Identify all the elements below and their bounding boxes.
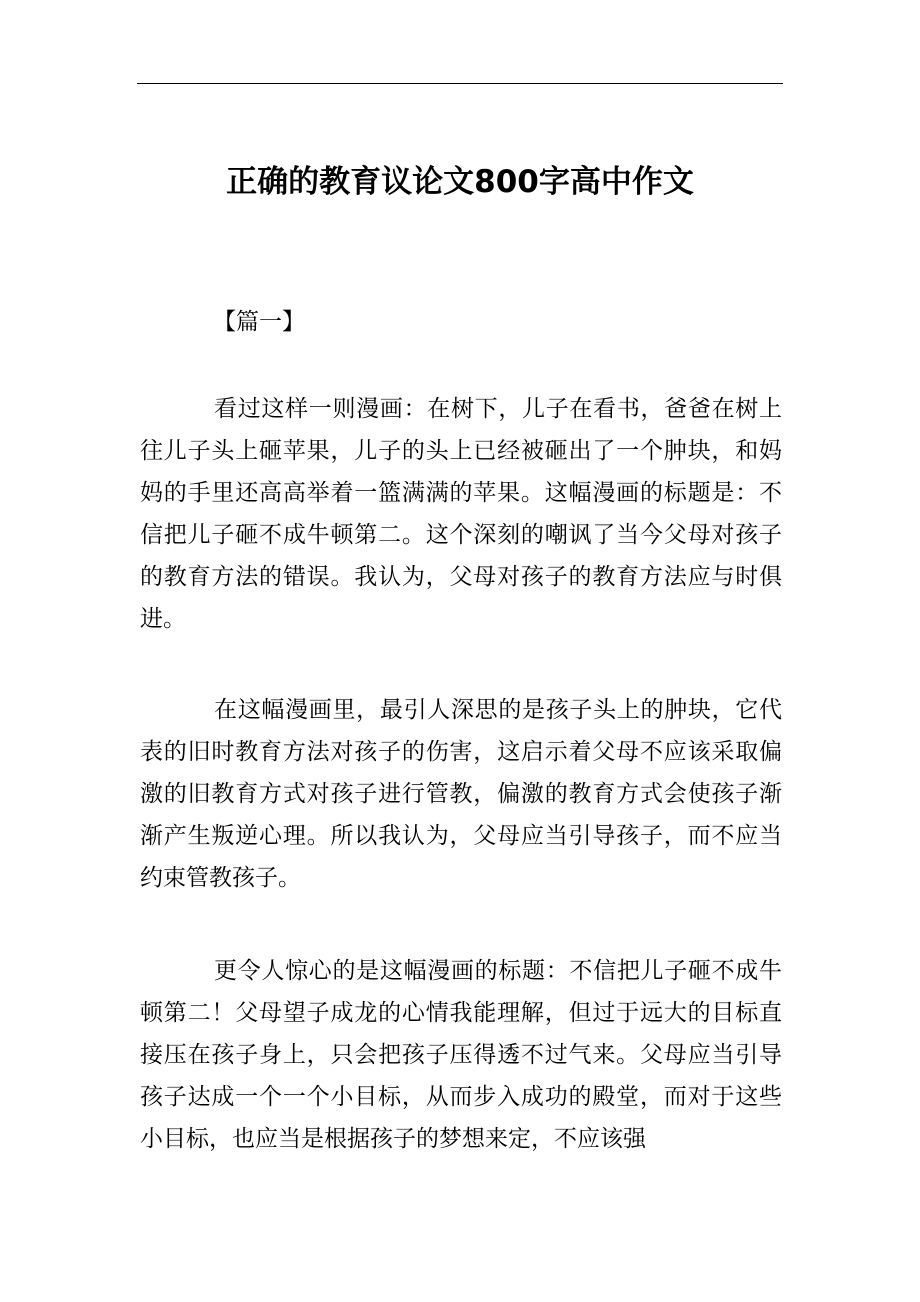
section-label: 【篇一】 [213,309,305,335]
paragraph-1: 看过这样一则漫画：在树下，儿子在看书，爸爸在树上往儿子头上砸苹果，儿子的头上已经被砸出了一个肿块，和妈妈的手里还高高举着一篮满满的苹果。这幅漫画的标题是：不信把儿子砸不成牛顿第二。这个深刻的嘲讽了当今父母对孩子的教育方法的错误。我认为，父母对孩子的教育方法应与时俱进。 [140,396,782,632]
paragraph-2: 在这幅漫画里，最引人深思的是孩子头上的肿块，它代表的旧时教育方法对孩子的伤害，这启示着父母不应该采取偏激的旧教育方式对孩子进行管教，偏激的教育方式会使孩子渐渐产生叛逆心理。所以我认为，父母应当引导孩子，而不应当约束管教孩子。 [140,697,782,891]
header-rule [137,83,783,84]
document-title: 正确的教育议论文800字高中作文 [226,164,694,200]
paragraph-3: 更令人惊心的是这幅漫画的标题：不信把儿子砸不成牛顿第二！父母望子成龙的心情我能理解，但过于远大的目标直接压在孩子身上，只会把孩子压得透不过气来。父母应当引导孩子达成一个一个小目标，从而步入成功的殿堂，而对于这些小目标，也应当是根据孩子的梦想来定，不应该强 [140,958,782,1152]
